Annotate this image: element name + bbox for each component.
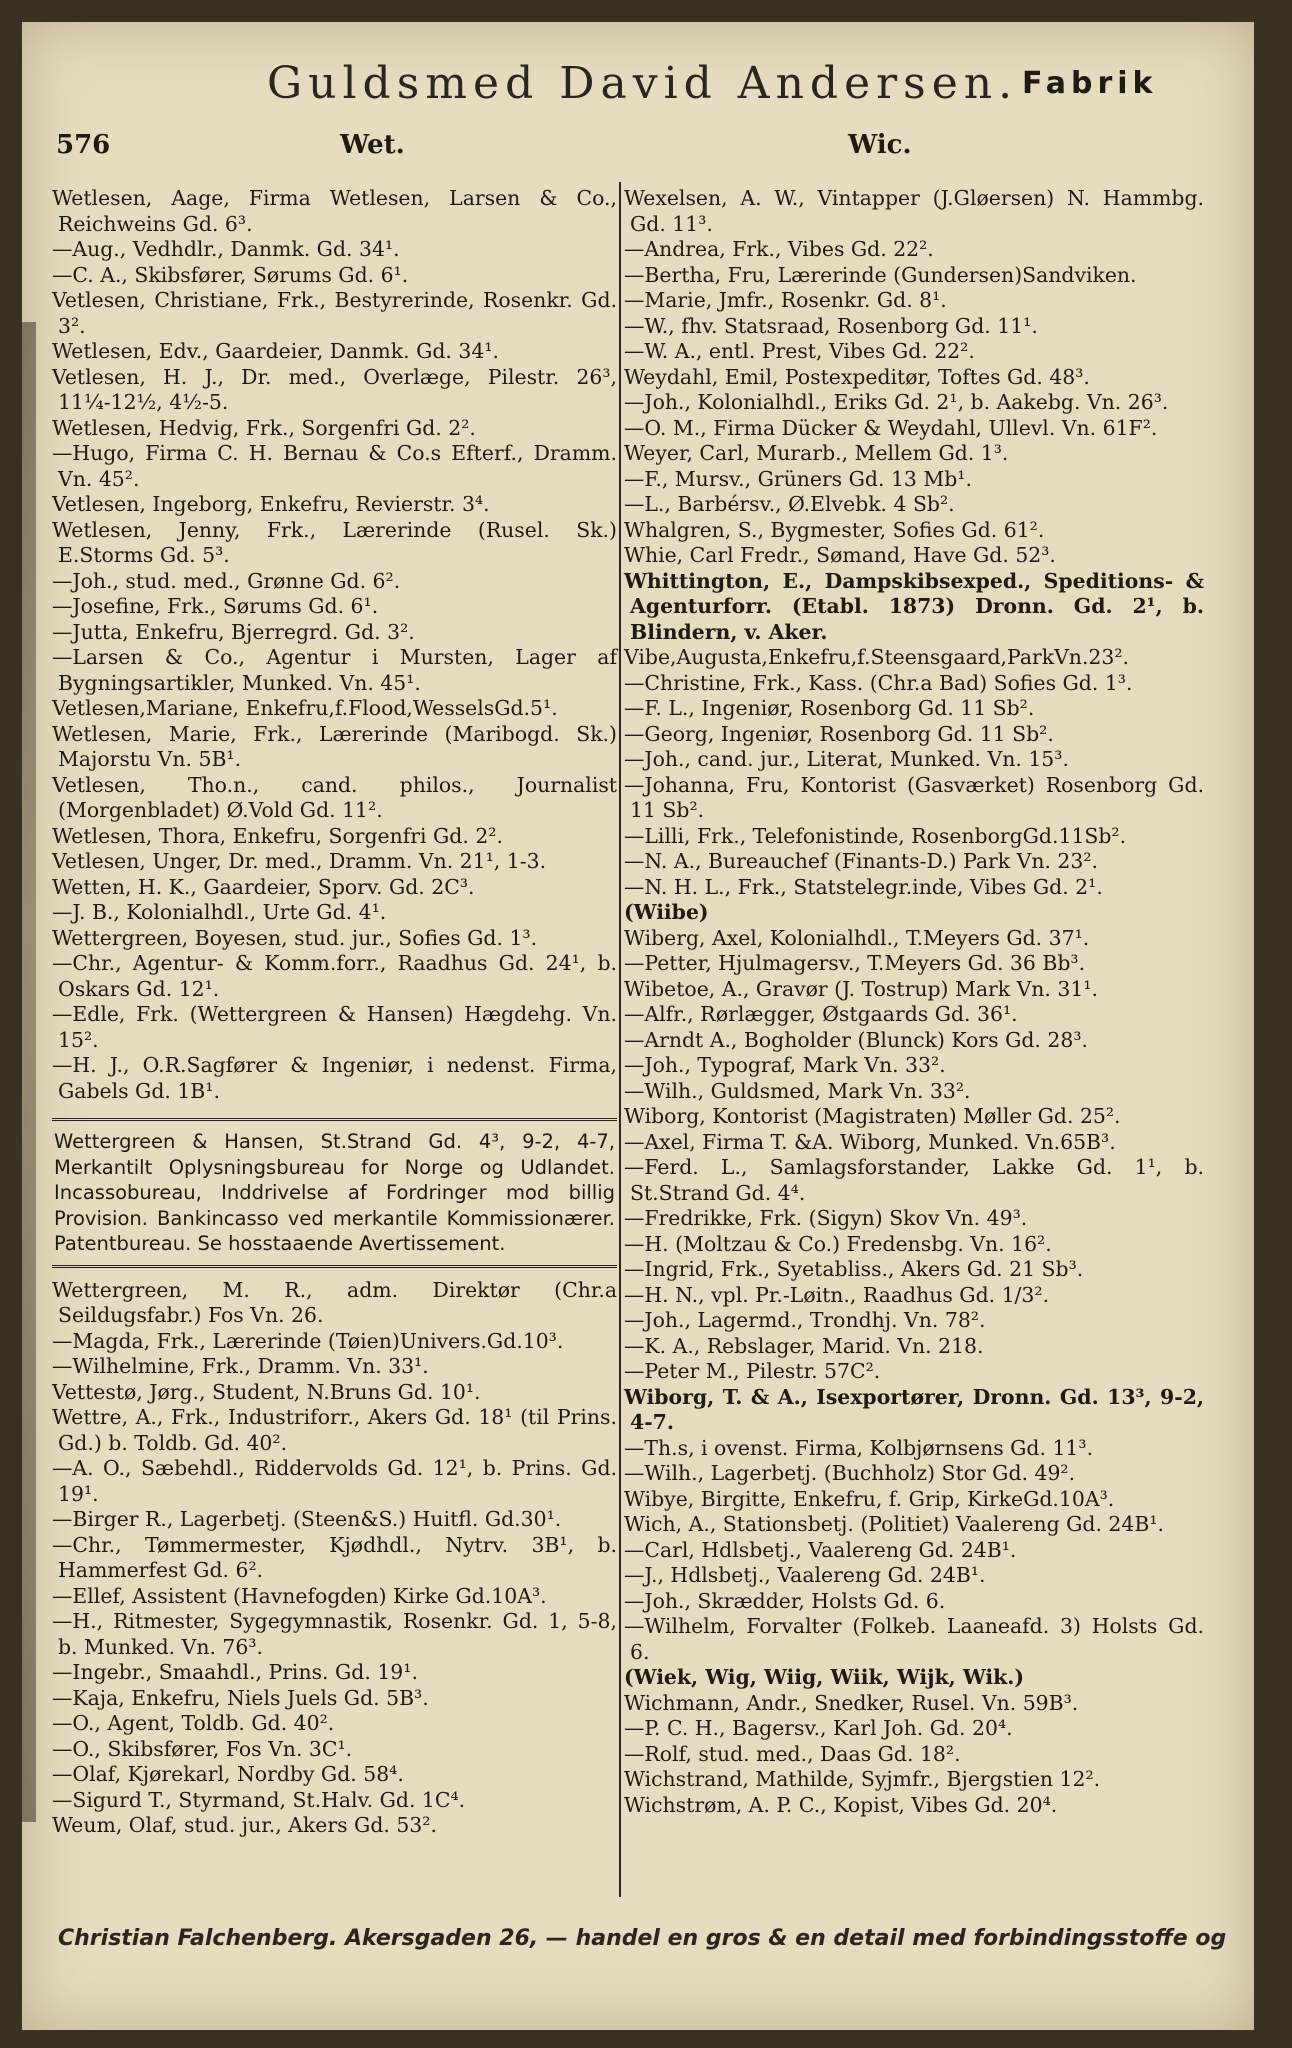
directory-entry: Wettergreen, Boyesen, stud. jur., Sofies Gd. 1³. [52,925,538,950]
directory-entry: —Aug., Vedhdlr., Danmk. Gd. 34¹. [52,237,400,261]
directory-entry: —H. (Moltzau & Co.) Fredensbg. Vn. 16². [624,1231,1052,1256]
directory-entry: Whie, Carl Fredr., Sømand, Have Gd. 52³. [624,543,1056,567]
directory-entry: —N. H. L., Frk., Statstelegr.inde, Vibes Gd. 2¹. [624,874,1103,899]
directory-entry: Weum, Olaf, stud. jur., Akers Gd. 53². [52,1813,437,1837]
directory-entry: Wetlesen, Marie, Frk., Lærerinde (Maribogd. Sk.) Majorstu Vn. 5B¹. [52,721,617,771]
directory-entry: (Wiibe) [624,900,709,924]
directory-entry: —O., Agent, Toldb. Gd. 40². [52,1711,335,1735]
footer-advertisement: Christian Falchenberg. Akersgaden 26, — handel en gros & en detail med forbindingsstoffe og [58,1926,1227,1951]
directory-entry: —Alfr., Rørlægger, Østgaards Gd. 36¹. [624,1002,1018,1026]
directory-entry: —Ingebr., Smaahdl., Prins. Gd. 19¹. [52,1660,418,1684]
directory-entry: Wettergreen, M. R., adm. Direktør (Chr.a Seildugsfabr.) Fos Vn. 26. [52,1277,617,1327]
directory-entry: —Joh., stud. med., Grønne Gd. 6². [52,568,401,593]
directory-entry: Wetlesen, Edv., Gaardeier, Danmk. Gd. 34¹. [52,339,499,363]
directory-entry: Vetlesen, Unger, Dr. med., Dramm. Vn. 21¹, 1-3. [52,849,547,873]
directory-entry: —Bertha, Fru, Lærerinde (Gundersen)Sandviken. [624,262,1137,287]
directory-entry: —Joh., Skrædder, Holsts Gd. 6. [624,1588,946,1613]
directory-entry: Wiborg, Kontorist (Magistraten) Møller Gd. 25². [624,1104,1121,1128]
directory-entry: Vetlesen, Christiane, Frk., Bestyrerinde, Rosenkr. Gd. 3². [52,288,617,338]
directory-entry: —Chr., Agentur- & Komm.forr., Raadhus Gd. 24¹, b. Oskars Gd. 12¹. [52,951,617,1001]
directory-entry: —Joh., Kolonialhdl., Eriks Gd. 2¹, b. Aakebg. Vn. 26³. [624,390,1169,414]
directory-entry: Wichstrand, Mathilde, Syjmfr., Bjergstien 12². [624,1767,1101,1791]
directory-entry: —H. J., O.R.Sagfører & Ingeniør, i nedenst. Firma, Gabels Gd. 1B¹. [52,1053,617,1103]
directory-entry: Weydahl, Emil, Postexpeditør, Toftes Gd. 48³. [624,364,1090,389]
directory-entry: Weyer, Carl, Murarb., Mellem Gd. 1³. [624,441,1009,465]
directory-entry: —L., Barbérsv., Ø.Elvebk. 4 Sb². [624,492,955,516]
directory-entry: —Th.s, i ovenst. Firma, Kolbjørnsens Gd. 11³. [624,1435,1094,1460]
left-column [52,186,617,1839]
directory-entry: —Petter, Hjulmagersv., T.Meyers Gd. 36 Bb³. [624,951,1086,975]
directory-entry: —J. B., Kolonialhdl., Urte Gd. 4¹. [52,900,387,924]
directory-entry: —Axel, Firma T. &A. Wiborg, Munked. Vn.65B³. [624,1129,1116,1154]
directory-entry: Wetlesen, Thora, Enkefru, Sorgenfri Gd. 2². [52,823,503,848]
directory-entry: —Georg, Ingeniør, Rosenborg Gd. 11 Sb². [624,721,1054,746]
directory-entry: Wiberg, Axel, Kolonialhdl., T.Meyers Gd. 37¹. [624,925,1090,950]
left-entries-top [52,186,617,1104]
directory-entry: —Magda, Frk., Lærerinde (Tøien)Univers.Gd.10³. [52,1328,564,1353]
directory-entry: —O., Skibsfører, Fos Vn. 3C¹. [52,1736,353,1761]
directory-entry: Wiborg, T. & A., Isexportører, Dronn. Gd. 13³, 9-2, 4-7. [624,1384,1204,1434]
directory-entry: Wetten, H. K., Gaardeier, Sporv. Gd. 2C³. [52,874,475,899]
directory-entry: —Joh., Typograf, Mark Vn. 33². [624,1053,946,1077]
directory-entry: —Ellef, Assistent (Havnefogden) Kirke Gd.10A³. [52,1583,547,1608]
directory-entry: —Joh., cand. jur., Literat, Munked. Vn. 15³. [624,747,1069,771]
directory-entry: —Marie, Jmfr., Rosenkr. Gd. 8¹. [624,288,947,312]
directory-entry: —P. C. H., Bagersv., Karl Joh. Gd. 20⁴. [624,1716,1013,1740]
directory-entry: Vetlesen, Tho.n., cand. philos., Journalist (Morgenbladet) Ø.Vold Gd. 11². [52,772,617,822]
directory-entry: —Jutta, Enkefru, Bjerregrd. Gd. 3². [52,619,415,644]
directory-entry: —Peter M., Pilestr. 57C². [624,1359,881,1383]
directory-entry: —Joh., Lagermd., Trondhj. Vn. 78². [624,1308,986,1332]
directory-entry: Wibye, Birgitte, Enkefru, f. Grip, KirkeGd.10A³. [624,1486,1115,1511]
directory-entry: —Arndt A., Bogholder (Blunck) Kors Gd. 28³. [624,1027,1088,1052]
header-ad-main: Guldsmed David Andersen. [267,58,1019,109]
right-column-heading: Wic. [848,130,912,160]
directory-entry: —Andrea, Frk., Vibes Gd. 22². [624,237,934,261]
directory-entry: —F. L., Ingeniør, Rosenborg Gd. 11 Sb². [624,696,1035,720]
directory-entry: Wichstrøm, A. P. C., Kopist, Vibes Gd. 20⁴. [624,1792,1058,1817]
directory-entry: —W. A., entl. Prest, Vibes Gd. 22². [624,339,975,363]
directory-entry: Vetlesen,Mariane, Enkefru,f.Flood,WesselsGd.5¹. [52,696,558,720]
directory-entry: —Carl, Hdlsbetj., Vaalereng Gd. 24B¹. [624,1537,1017,1562]
directory-entry: Wetlesen, Aage, Firma Wetlesen, Larsen & Co., Reichweins Gd. 6³. [52,186,617,236]
directory-entry: Whalgren, S., Bygmester, Sofies Gd. 61². [624,517,1045,542]
directory-entry: —Ingrid, Frk., Syetabliss., Akers Gd. 21 Sb³. [624,1257,1084,1281]
wettergreen-hansen-advertisement [52,1118,617,1268]
directory-entry: —Olaf, Kjørekarl, Nordby Gd. 58⁴. [52,1762,404,1786]
directory-entry: Wetlesen, Hedvig, Frk., Sorgenfri Gd. 2². [52,415,476,440]
directory-entry: —Kaja, Enkefru, Niels Juels Gd. 5B³. [52,1685,429,1710]
directory-entry: —Fredrikke, Frk. (Sigyn) Skov Vn. 49³. [624,1206,1028,1230]
directory-entry: Vetlesen, H. J., Dr. med., Overlæge, Pilestr. 26³, 11¼-12½, 4½-5. [52,364,617,414]
directory-entry: —W., fhv. Statsraad, Rosenborg Gd. 11¹. [624,313,1038,338]
directory-entry: Wibetoe, A., Gravør (J. Tostrup) Mark Vn. 31¹. [624,976,1099,1001]
directory-entry: —Wilhelmine, Frk., Dramm. Vn. 33¹. [52,1354,429,1378]
directory-entry: Wich, A., Stationsbetj. (Politiet) Vaalereng Gd. 24B¹. [624,1512,1165,1536]
directory-entry: —H., Ritmester, Sygegymnastik, Rosenkr. Gd. 1, 5-8, b. Munked. Vn. 76³. [52,1609,617,1659]
directory-entry: —Wilhelm, Forvalter (Folkeb. Laaneafd. 3) Holsts Gd. 6. [624,1614,1204,1664]
header-advertisement [22,50,1254,120]
left-column-heading: Wet. [340,130,405,160]
directory-entry: —Wilh., Lagerbetj. (Buchholz) Stor Gd. 49². [624,1461,1076,1485]
directory-entry: Wichmann, Andr., Snedker, Rusel. Vn. 59B³. [624,1690,1079,1715]
directory-entry: —K. A., Rebslager, Marid. Vn. 218. [624,1333,984,1358]
directory-entry: —Lilli, Frk., Telefonistinde, RosenborgGd.11Sb². [624,823,1127,848]
directory-entry: —Johanna, Fru, Kontorist (Gasværket) Rosenborg Gd. 11 Sb². [624,772,1204,822]
directory-page [22,22,1254,2030]
ad-text: Wettergreen & Hansen, St.Strand Gd. 4³, 9-2, 4-7, Merkantilt Oplysningsbureau for Norge og Udlandet. Incassobureau, Inddrivelse af Fordringer mod billig Provision. Bankincasso ved merkantile Kommissionærer. Patentbureau. Se hosstaaende Avertissement. [54,1130,615,1255]
directory-entry: Vettestø, Jørg., Student, N.Bruns Gd. 10¹. [52,1379,481,1404]
binding-edge [22,322,36,1822]
directory-entry: —J., Hdlsbetj., Vaalereng Gd. 24B¹. [624,1563,986,1587]
directory-entry: —H. N., vpl. Pr.-Løitn., Raadhus Gd. 1/3². [624,1282,1050,1307]
directory-entry: (Wiek, Wig, Wiig, Wiik, Wijk, Wik.) [624,1665,1024,1689]
directory-entry: Whittington, E., Dampskibsexped., Speditions- & Agenturforr. (Etabl. 1873) Dronn. Gd. 2¹, b. Blindern, v. Aker. [624,568,1204,644]
directory-entry: Vetlesen, Ingeborg, Enkefru, Revierstr. 3⁴. [52,492,490,516]
directory-entry: —N. A., Bureauchef (Finants-D.) Park Vn. 23². [624,849,1099,873]
directory-entry: —A. O., Sæbehdl., Riddervolds Gd. 12¹, b. Prins. Gd. 19¹. [52,1456,617,1506]
directory-entry: Wettre, A., Frk., Industriforr., Akers Gd. 18¹ (til Prins. Gd.) b. Toldb. Gd. 40². [52,1405,617,1455]
directory-entry: —Chr., Tømmermester, Kjødhdl., Nytrv. 3B¹, b. Hammerfest Gd. 6². [52,1532,617,1582]
left-entries-bottom [52,1278,617,1839]
header-ad-fabrik: Fabrik [1022,66,1158,101]
directory-entry: —Larsen & Co., Agentur i Mursten, Lager af Bygningsartikler, Munked. Vn. 45¹. [52,645,617,695]
directory-entry: —Josefine, Frk., Sørums Gd. 6¹. [52,594,379,618]
right-entries [624,186,1204,1818]
directory-entry: Wetlesen, Jenny, Frk., Lærerinde (Rusel. Sk.) E.Storms Gd. 5³. [52,517,617,567]
right-column [624,186,1204,1818]
directory-entry: —Hugo, Firma C. H. Bernau & Co.s Efterf., Dramm. Vn. 45². [52,441,617,491]
directory-entry: —F., Mursv., Grüners Gd. 13 Mb¹. [624,466,972,491]
directory-entry: —O. M., Firma Dücker & Weydahl, Ullevl. Vn. 61F². [624,415,1158,440]
directory-entry: —Ferd. L., Samlagsforstander, Lakke Gd. 1¹, b. St.Strand Gd. 4⁴. [624,1155,1204,1205]
directory-entry: Vibe,Augusta,Enkefru,f.Steensgaard,ParkVn.23². [624,645,1130,669]
directory-entry: —Christine, Frk., Kass. (Chr.a Bad) Sofies Gd. 1³. [624,670,1133,695]
directory-entry: —Rolf, stud. med., Daas Gd. 18². [624,1741,961,1766]
directory-entry: —Wilh., Guldsmed, Mark Vn. 33². [624,1078,971,1103]
directory-entry: —Edle, Frk. (Wettergreen & Hansen) Hægdehg. Vn. 15². [52,1002,617,1052]
page-number: 576 [56,130,111,160]
directory-entry: —C. A., Skibsfører, Sørums Gd. 6¹. [52,262,409,287]
directory-entry: —Birger R., Lagerbetj. (Steen&S.) Huitfl. Gd.30¹. [52,1507,562,1531]
directory-entry: —Sigurd T., Styrmand, St.Halv. Gd. 1C⁴. [52,1787,466,1812]
directory-entry: Wexelsen, A. W., Vintapper (J.Gløersen) N. Hammbg. Gd. 11³. [624,186,1204,236]
